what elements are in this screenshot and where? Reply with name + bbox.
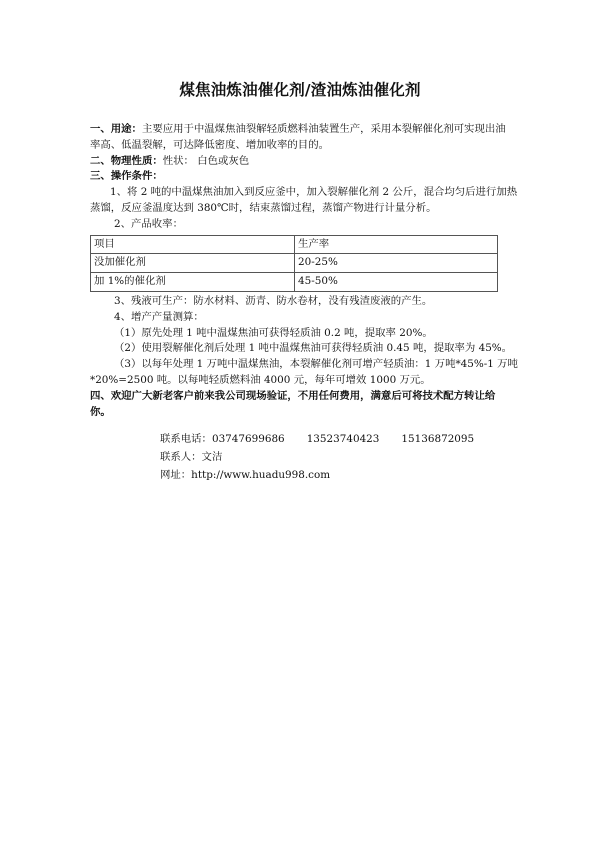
contact-person: 联系人：文洁 bbox=[160, 451, 223, 464]
calc3-line-1: （3）以每年处理 1 万吨中温煤焦油，本裂解催化剂可增产轻质油：1 万吨*45%-1 万吨 bbox=[114, 358, 518, 371]
table-header-cell: 项目 bbox=[91, 235, 295, 254]
table-cell: 45-50% bbox=[295, 273, 498, 292]
table-row bbox=[91, 254, 498, 273]
table-header-cell: 生产率 bbox=[295, 235, 498, 254]
yield-table bbox=[90, 235, 498, 292]
calc-1 bbox=[90, 326, 518, 342]
properties-heading: 二、物理性质： bbox=[90, 154, 163, 167]
section-welcome bbox=[90, 389, 518, 421]
calc-3-cont bbox=[90, 373, 518, 389]
calc-3 bbox=[90, 357, 518, 373]
operation-step-1 bbox=[90, 185, 518, 201]
welcome-line-2: 你。 bbox=[90, 405, 111, 418]
usage-text-2: 率高、低温裂解，可达降低密度、增加收率的目的。 bbox=[90, 138, 329, 151]
table-cell: 20-25% bbox=[295, 254, 498, 273]
calc2-text: （2）使用裂解催化剂后处理 1 吨中温煤焦油可获得轻质油 0.45 吨，提取率为 45%。 bbox=[114, 342, 513, 355]
properties-text: 性状： 白色或灰色 bbox=[162, 154, 250, 167]
step1-line-2: 蒸馏，反应釜温度达到 380℃时，结束蒸馏过程，蒸馏产物进行计量分析。 bbox=[90, 201, 437, 214]
phone-number-2: 13523740423 bbox=[306, 433, 380, 446]
operation-step-2 bbox=[90, 217, 518, 233]
phone-number-1: 03747699686 bbox=[211, 433, 285, 446]
calc3-line-2: *20%=2500 吨。以每吨轻质燃料油 4000 元，每年可增效 1000 万元。 bbox=[90, 373, 431, 386]
section-properties bbox=[90, 154, 518, 170]
document-body bbox=[90, 122, 518, 484]
document-title: 煤焦油炼油催化剂/渣油炼油催化剂 bbox=[179, 81, 421, 99]
table-header-row bbox=[91, 235, 498, 254]
calc1-text: （1）原先处理 1 吨中温煤焦油可获得轻质油 0.2 吨，提取率 20%。 bbox=[114, 326, 433, 339]
step3-text: 3、残液可生产：防水材料、沥青、防水卷材，没有残渣废液的产生。 bbox=[114, 294, 433, 307]
phone-number-3: 15136872095 bbox=[401, 433, 475, 446]
section-operation-heading bbox=[90, 169, 518, 185]
operation-step-3 bbox=[90, 294, 518, 310]
operation-heading: 三、操作条件： bbox=[90, 170, 163, 183]
contact-website[interactable]: 网址：http://www.huadu998.com bbox=[160, 469, 331, 482]
step4-text: 4、增产产量测算： bbox=[114, 310, 204, 323]
welcome-line-1: 四、欢迎广大新老客户前来我公司现场验证，不用任何费用，满意后可将技术配方转让给 bbox=[90, 389, 496, 402]
table-row bbox=[91, 273, 498, 292]
calc-2 bbox=[90, 341, 518, 357]
section-usage bbox=[90, 122, 518, 154]
usage-text-1: 主要应用于中温煤焦油裂解轻质燃料油装置生产，采用本裂解催化剂可实现出油 bbox=[141, 123, 506, 135]
table-cell: 加 1%的催化剂 bbox=[91, 273, 295, 292]
contact-block bbox=[90, 430, 518, 484]
step1-line-1: 1、将 2 吨的中温煤焦油加入到反应釜中，加入裂解催化剂 2 公斤，混合均匀后进行加热 bbox=[110, 186, 518, 199]
table-cell: 没加催化剂 bbox=[91, 254, 295, 273]
operation-step-1-cont bbox=[90, 201, 518, 217]
phone-label: 联系电话： bbox=[160, 433, 212, 446]
contact-phones bbox=[160, 430, 518, 448]
operation-step-4 bbox=[90, 310, 518, 326]
step2-text: 2、产品收率： bbox=[114, 217, 183, 230]
usage-heading: 一、用途： bbox=[90, 123, 142, 135]
